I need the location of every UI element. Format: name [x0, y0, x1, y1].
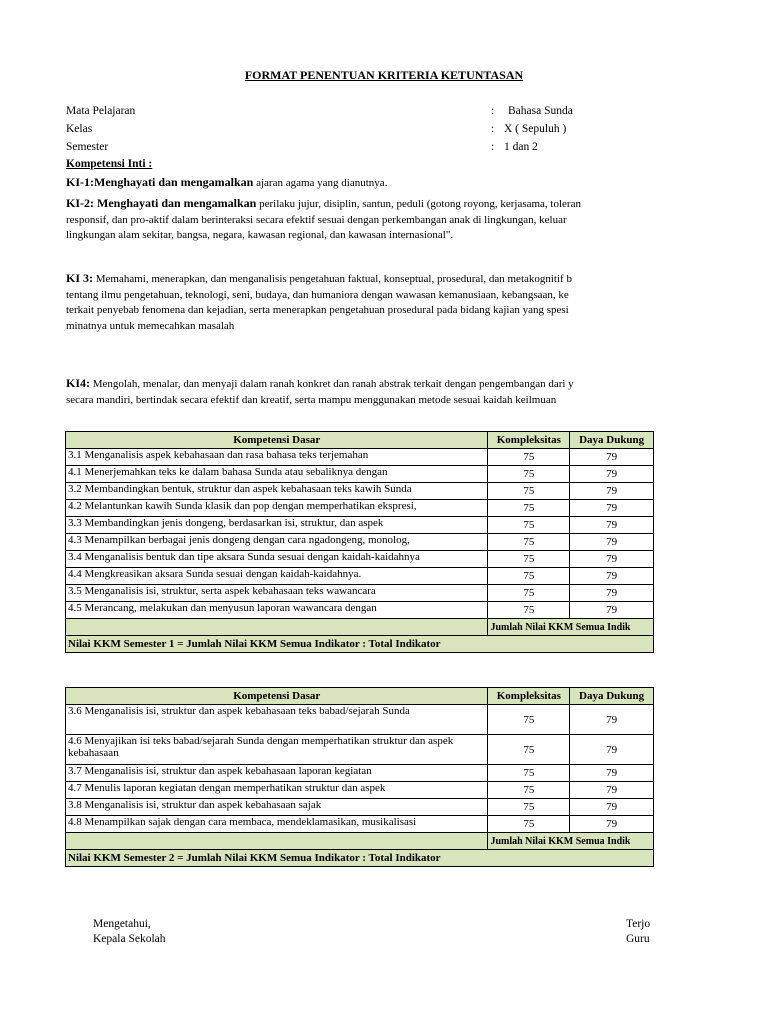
kd-cell: 3.8 Menganalisis isi, struktur dan aspek kebahasaan sajak — [66, 799, 488, 816]
kd-cell: 3.1 Menganalisis aspek kebahasaan dan rasa bahasa teks terjemahan — [66, 449, 488, 466]
kompleksitas-cell: 75 — [488, 500, 570, 517]
table-row — [66, 534, 654, 551]
daya-dukung-cell: 79 — [570, 602, 654, 619]
table-row — [66, 735, 654, 765]
daya-dukung-cell: 79 — [570, 551, 654, 568]
kompleksitas-cell: 75 — [488, 449, 570, 466]
ki3-line: Memahami, menerapkan, dan menganalisis pengetahuan faktual, konseptual, prosedural, dan metakognitif b — [93, 273, 572, 285]
signature-right-line1: Terjo — [626, 918, 651, 930]
ki1-label: KI-1: — [66, 175, 94, 189]
nilai-kkm-label: Nilai KKM Semester 1 = Jumlah Nilai KKM Semua Indikator : Total Indikator — [66, 636, 654, 653]
kd-header: Kompetensi Dasar — [66, 688, 488, 705]
kd-cell: 3.3 Membandingkan jenis dongeng, berdasarkan isi, struktur, dan aspek — [66, 517, 488, 534]
kompleksitas-cell: 75 — [488, 568, 570, 585]
daya-dukung-cell: 79 — [570, 568, 654, 585]
nilai-kkm-row — [66, 850, 654, 867]
table-header-row — [66, 688, 654, 705]
kd-cell: 4.4 Mengkreasikan aksara Sunda sesuai dengan kaidah-kaidahnya. — [66, 568, 488, 585]
jumlah-row — [66, 833, 654, 850]
kd-cell: 3.5 Menganalisis isi, struktur, serta aspek kebahasaan teks wawancara — [66, 585, 488, 602]
semester1-table — [65, 431, 654, 653]
kd-cell: 4.7 Menulis laporan kegiatan dengan memperhatikan struktur dan aspek — [66, 782, 488, 799]
document-title: FORMAT PENENTUAN KRITERIA KETUNTASAN — [244, 68, 524, 82]
kd-cell: 4.1 Menerjemahkan teks ke dalam bahasa Sunda atau sebaliknya dengan — [66, 466, 488, 483]
nilai-kkm-label: Nilai KKM Semester 2 = Jumlah Nilai KKM Semua Indikator : Total Indikator — [66, 850, 654, 867]
ki1-paragraph — [66, 175, 654, 192]
colon: : — [491, 123, 495, 135]
ki1-bold: Menghayati dan mengamalkan — [94, 175, 254, 189]
kd-cell: 4.5 Merancang, melakukan dan menyusun laporan wawancara dengan — [66, 602, 488, 619]
table-row — [66, 782, 654, 799]
daya-dukung-cell: 79 — [570, 483, 654, 500]
jumlah-row — [66, 619, 654, 636]
kompleksitas-header: Kompleksitas — [488, 688, 570, 705]
kompetensi-inti-heading: Kompetensi Inti : — [66, 158, 153, 170]
table-header-row — [66, 432, 654, 449]
nilai-kkm-row — [66, 636, 654, 653]
kompleksitas-cell: 75 — [488, 782, 570, 799]
ki3-label: KI 3: — [66, 271, 93, 285]
jumlah-label: Jumlah Nilai KKM Semua Indik — [488, 833, 654, 850]
kompleksitas-cell: 75 — [488, 799, 570, 816]
ki4-label: KI4: — [66, 376, 90, 390]
table-row — [66, 466, 654, 483]
semester-value: 1 dan 2 — [504, 141, 538, 153]
ki3-line: minatnya untuk memecahkan masalah — [66, 319, 235, 332]
kelas-label: Kelas — [66, 123, 93, 135]
kd-cell: 4.2 Melantunkan kawih Sunda klasik dan pop dengan memperhatikan ekspresi, — [66, 500, 488, 517]
kompleksitas-cell: 75 — [488, 551, 570, 568]
kompleksitas-header: Kompleksitas — [488, 432, 570, 449]
kelas-value: X ( Sepuluh ) — [504, 123, 567, 135]
daya-dukung-cell: 79 — [570, 735, 654, 765]
kd-cell: 3.4 Menganalisis bentuk dan tipe aksara Sunda sesuai dengan kaidah-kaidahnya — [66, 551, 488, 568]
daya-dukung-cell: 79 — [570, 449, 654, 466]
ki2-bold: Menghayati dan mengamalkan — [97, 196, 257, 210]
ki3-line: terkait penyebab fenomena dan kejadian, serta menerapkan pengetahuan prosedural pada bidang kajian yang spesi — [66, 304, 569, 316]
table-row — [66, 517, 654, 534]
ki4-paragraph — [66, 376, 654, 408]
jumlah-empty-cell — [66, 833, 488, 850]
daya-dukung-cell: 79 — [570, 517, 654, 534]
daya-dukung-cell: 79 — [570, 765, 654, 782]
ki2-line: lingkungan alam sekitar, bangsa, negara, kawasan regional, dan kawasan internasional". — [66, 229, 454, 241]
table-row — [66, 585, 654, 602]
kompleksitas-cell: 75 — [488, 735, 570, 765]
kompleksitas-cell: 75 — [488, 602, 570, 619]
kd-header: Kompetensi Dasar — [66, 432, 488, 449]
daya-dukung-cell: 79 — [570, 466, 654, 483]
daya-dukung-cell: 79 — [570, 705, 654, 735]
colon: : — [491, 105, 495, 117]
ki1-text: ajaran agama yang dianutnya. — [253, 177, 388, 189]
table-row — [66, 449, 654, 466]
daya-dukung-cell: 79 — [570, 816, 654, 833]
table-row — [66, 568, 654, 585]
kompleksitas-cell: 75 — [488, 705, 570, 735]
ki4-line: secara mandiri, bertindak secara efektif dan kreatif, serta mampu menggunakan metode sesuai kaidah keilmuan — [66, 393, 557, 406]
mata-pelajaran-label: Mata Pelajaran — [66, 105, 136, 117]
daya-dukung-cell: 79 — [570, 799, 654, 816]
daya-dukung-header: Daya Dukung — [570, 432, 654, 449]
ki2-paragraph — [66, 196, 654, 244]
signature-left-line2: Kepala Sekolah — [93, 933, 166, 945]
daya-dukung-cell: 79 — [570, 585, 654, 602]
kompleksitas-cell: 75 — [488, 585, 570, 602]
jumlah-label: Jumlah Nilai KKM Semua Indik — [488, 619, 654, 636]
semester2-table — [65, 687, 654, 867]
kompleksitas-cell: 75 — [488, 765, 570, 782]
daya-dukung-cell: 79 — [570, 500, 654, 517]
kd-cell: 4.8 Menampilkan sajak dengan cara membaca, mendeklamasikan, musikalisasi — [66, 816, 488, 833]
signature-right-line2: Guru — [626, 933, 650, 945]
mata-pelajaran-value: Bahasa Sunda — [508, 105, 573, 117]
ki3-paragraph — [66, 271, 654, 334]
table-row — [66, 765, 654, 782]
table-row — [66, 483, 654, 500]
kd-cell: 4.3 Menampilkan berbagai jenis dongeng dengan cara ngadongeng, monolog, — [66, 534, 488, 551]
table-row — [66, 799, 654, 816]
daya-dukung-header: Daya Dukung — [570, 688, 654, 705]
ki2-line: perilaku jujur, disiplin, santun, peduli (gotong royong, kerjasama, toleran — [256, 198, 581, 210]
daya-dukung-cell: 79 — [570, 534, 654, 551]
kompleksitas-cell: 75 — [488, 816, 570, 833]
table-row — [66, 500, 654, 517]
table-row — [66, 551, 654, 568]
semester-label: Semester — [66, 141, 109, 153]
kompleksitas-cell: 75 — [488, 534, 570, 551]
kompleksitas-cell: 75 — [488, 517, 570, 534]
table-row — [66, 705, 654, 735]
kd-cell: 3.7 Menganalisis isi, struktur dan aspek kebahasaan laporan kegiatan — [66, 765, 488, 782]
table-row — [66, 602, 654, 619]
kompleksitas-cell: 75 — [488, 466, 570, 483]
daya-dukung-cell: 79 — [570, 782, 654, 799]
ki4-line: Mengolah, menalar, dan menyaji dalam ranah konkret dan ranah abstrak terkait dengan pengembangan dari y — [90, 378, 574, 390]
ki2-line: responsif, dan pro-aktif dalam berinteraksi secara efektif sesuai dengan perkembangan anak di lingkungan, keluar — [66, 213, 567, 226]
kompleksitas-cell: 75 — [488, 483, 570, 500]
table-row — [66, 816, 654, 833]
jumlah-empty-cell — [66, 619, 488, 636]
colon: : — [491, 141, 495, 153]
ki2-label: KI-2: — [66, 196, 97, 210]
ki3-line: tentang ilmu pengetahuan, teknologi, seni, budaya, dan humaniora dengan wawasan kemanusiaan, kebangsaan, ke — [66, 288, 569, 301]
kd-cell: 4.6 Menyajikan isi teks babad/sejarah Sunda dengan memperhatikan struktur dan aspek kebahasaan — [66, 735, 488, 765]
signature-left-line1: Mengetahui, — [93, 918, 151, 930]
kd-cell: 3.6 Menganalisis isi, struktur dan aspek kebahasaan teks babad/sejarah Sunda — [66, 705, 488, 735]
kd-cell: 3.2 Membandingkan bentuk, struktur dan aspek kebahasaan teks kawih Sunda — [66, 483, 488, 500]
